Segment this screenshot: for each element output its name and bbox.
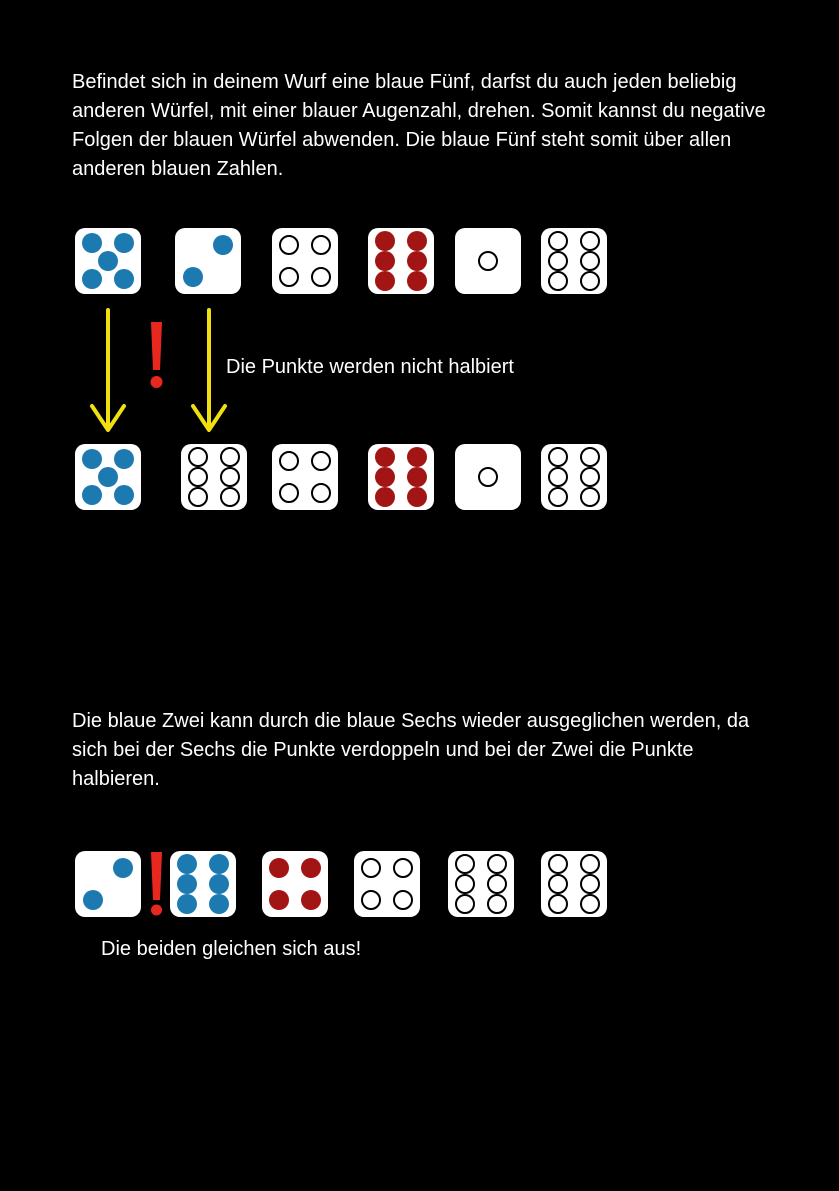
red-exclamation-icon xyxy=(151,852,162,916)
die-pip xyxy=(311,483,331,503)
die-pip xyxy=(407,487,427,507)
die-pip xyxy=(580,894,600,914)
die-blue-five xyxy=(75,444,141,510)
die-pip xyxy=(361,890,381,910)
die-blue-two xyxy=(75,851,141,917)
die-empty-six xyxy=(448,851,514,917)
die-pip xyxy=(393,858,413,878)
rule-paragraph-blue-five: Befindet sich in deinem Wurf eine blaue Fünf, darfst du auch jeden beliebig anderen Würfel, mit einer blauer Augenzahl, drehen. Somit kannst du negative Folgen der blauen Würfel abwenden. Die blaue Fünf steht somit über allen anderen blauen Zahlen. xyxy=(72,71,766,180)
die-pip xyxy=(580,467,600,487)
die-pip xyxy=(580,487,600,507)
die-pip xyxy=(407,231,427,251)
die-pip xyxy=(375,271,395,291)
die-blue-five xyxy=(75,228,141,294)
die-empty-six xyxy=(541,228,607,294)
die-pip xyxy=(548,271,568,291)
die-empty-four xyxy=(272,228,338,294)
die-pip xyxy=(487,874,507,894)
die-pip xyxy=(548,487,568,507)
die-pip xyxy=(548,467,568,487)
die-empty-six xyxy=(541,851,607,917)
die-empty-four xyxy=(354,851,420,917)
die-pip xyxy=(580,231,600,251)
die-pip xyxy=(311,267,331,287)
die-red-six xyxy=(368,444,434,510)
die-pip xyxy=(177,894,197,914)
die-pip xyxy=(98,467,118,487)
die-pip xyxy=(209,874,229,894)
die-pip xyxy=(269,858,289,878)
die-empty-four xyxy=(272,444,338,510)
die-pip xyxy=(177,874,197,894)
die-pip xyxy=(375,487,395,507)
die-pip xyxy=(177,854,197,874)
die-pip xyxy=(361,858,381,878)
caption-balance-out: Die beiden gleichen sich aus! xyxy=(101,938,362,960)
die-pip xyxy=(279,235,299,255)
die-pip xyxy=(580,251,600,271)
die-pip xyxy=(114,233,134,253)
die-pip xyxy=(478,467,498,487)
caption-points-not-halved: Die Punkte werden nicht halbiert xyxy=(226,356,514,378)
die-pip xyxy=(220,487,240,507)
die-empty-one xyxy=(455,444,521,510)
die-pip xyxy=(548,894,568,914)
die-pip xyxy=(393,890,413,910)
die-pip xyxy=(375,231,395,251)
die-pip xyxy=(301,890,321,910)
die-pip xyxy=(487,854,507,874)
die-red-four xyxy=(262,851,328,917)
die-pip xyxy=(580,447,600,467)
die-pip xyxy=(82,485,102,505)
die-pip xyxy=(82,233,102,253)
die-pip xyxy=(188,447,208,467)
die-pip xyxy=(580,854,600,874)
die-pip xyxy=(311,235,331,255)
die-pip xyxy=(83,890,103,910)
die-pip xyxy=(375,467,395,487)
die-pip xyxy=(548,854,568,874)
die-pip xyxy=(375,447,395,467)
die-pip xyxy=(548,874,568,894)
die-pip xyxy=(311,451,331,471)
die-pip xyxy=(279,267,299,287)
die-pip xyxy=(301,858,321,878)
die-pip xyxy=(98,251,118,271)
die-pip xyxy=(209,894,229,914)
die-pip xyxy=(183,267,203,287)
die-empty-six xyxy=(541,444,607,510)
die-pip xyxy=(220,447,240,467)
die-pip xyxy=(580,874,600,894)
die-empty-one xyxy=(455,228,521,294)
rule-paragraph-two-and-six: Die blaue Zwei kann durch die blaue Sechs wieder ausgeglichen werden, da sich bei der Sechs die Punkte verdoppeln und bei der Zwei die Punkte halbieren. xyxy=(72,710,750,790)
yellow-down-arrow-icon xyxy=(193,310,225,430)
die-pip xyxy=(114,449,134,469)
yellow-down-arrow-icon xyxy=(92,310,124,430)
die-pip xyxy=(114,485,134,505)
die-blue-six xyxy=(170,851,236,917)
die-pip xyxy=(580,271,600,291)
die-pip xyxy=(407,251,427,271)
die-pip xyxy=(269,890,289,910)
die-pip xyxy=(548,231,568,251)
die-pip xyxy=(455,874,475,894)
die-red-six xyxy=(368,228,434,294)
die-pip xyxy=(82,449,102,469)
die-pip xyxy=(548,447,568,467)
die-pip xyxy=(82,269,102,289)
die-pip xyxy=(188,487,208,507)
die-pip xyxy=(375,251,395,271)
die-pip xyxy=(213,235,233,255)
die-pip xyxy=(487,894,507,914)
die-pip xyxy=(455,894,475,914)
die-pip xyxy=(188,467,208,487)
die-blue-two xyxy=(175,228,241,294)
die-pip xyxy=(279,483,299,503)
die-empty-six xyxy=(181,444,247,510)
die-pip xyxy=(114,269,134,289)
die-pip xyxy=(220,467,240,487)
red-exclamation-icon xyxy=(151,322,163,388)
die-pip xyxy=(455,854,475,874)
die-pip xyxy=(407,467,427,487)
die-pip xyxy=(407,271,427,291)
die-pip xyxy=(209,854,229,874)
die-pip xyxy=(279,451,299,471)
die-pip xyxy=(407,447,427,467)
die-pip xyxy=(113,858,133,878)
die-pip xyxy=(478,251,498,271)
die-pip xyxy=(548,251,568,271)
